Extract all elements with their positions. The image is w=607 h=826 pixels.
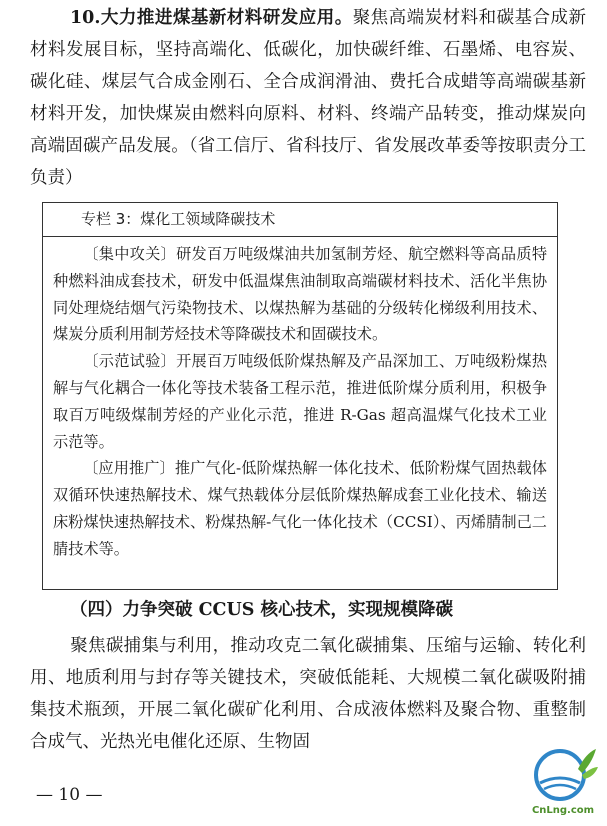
sidebar-item-tag: 〔集中攻关〕 bbox=[83, 245, 177, 263]
sidebar-title: 专栏 3：煤化工领域降碳技术 bbox=[81, 210, 276, 228]
cnlng-logo-icon bbox=[526, 745, 600, 821]
section-10-lead: 10.大力推进煤基新材料研发应用。 bbox=[70, 8, 353, 28]
sidebar-paragraph-block bbox=[53, 241, 547, 563]
watermark-text: CnLng.com bbox=[531, 805, 595, 816]
sidebar-item-tag: 〔示范试验〕 bbox=[83, 352, 177, 371]
section-4-heading: （四）力争突破 CCUS 核心技术，实现规模降碳 bbox=[70, 600, 453, 620]
sidebar-item-text: 研发百万吨级煤油共加氢制芳烃、航空燃料等高品质特种燃料油成套技术，研发中低温煤焦油制取高端碳材料技术、活化半焦协同处理烧结烟气污染物技术、以煤热解为基础的分级转化梯级利用技术、煤炭分质利用制芳烃技术等降碳技术和固碳技术。 bbox=[53, 245, 548, 344]
section-4-paragraph bbox=[30, 630, 586, 758]
section-10-paragraph bbox=[30, 2, 586, 194]
sidebar-divider bbox=[43, 236, 557, 237]
section-4-body: 聚焦碳捕集与利用，推动攻克二氧化碳捕集、压缩与运输、转化利用、地质利用与封存等关键技术，突破低能耗、大规模二氧化碳吸附捕集技术瓶颈，开展二氧化碳矿化利用、合成液体燃料及聚合物、重整制合成气、光热光电催化还原、生物固 bbox=[30, 636, 586, 752]
sidebar-box bbox=[42, 202, 558, 590]
sidebar-item-tag: 〔应用推广〕 bbox=[83, 459, 175, 478]
sidebar-item-text: 推广气化-低阶煤热解一体化技术、低阶粉煤气固热载体双循环快速热解技术、煤气热载体分层低阶煤热解成套工业化技术、输送床粉煤快速热解技术、粉煤热解-气化一体化技术（CCSI）、丙烯腈制己二腈技术等。 bbox=[53, 459, 547, 558]
cnlng-logo-graphic bbox=[526, 745, 600, 807]
section-10-body: 聚焦高端炭材料和碳基合成新材料发展目标，坚持高端化、低碳化，加快碳纤维、石墨烯、电容炭、碳化硅、煤层气合成金刚石、全合成润滑油、费托合成蜡等高端碳基新材料开发，加快煤炭由燃料向原料、材料、终端产品转变，推动煤炭向高端固碳产品发展。（省工信厅、省科技厅、省发展改革委等按职责分工负责） bbox=[30, 8, 587, 188]
page-number: — 10 — bbox=[36, 785, 103, 805]
sidebar-item-text: 开展百万吨级低阶煤热解及产品深加工、万吨级粉煤热解与气化耦合一体化等技术装备工程示范，推进低阶煤分质利用，积极争取百万吨级煤制芳烃的产业化示范，推进 R-Gas 超高温煤气化技术工业示范等。 bbox=[53, 352, 548, 451]
